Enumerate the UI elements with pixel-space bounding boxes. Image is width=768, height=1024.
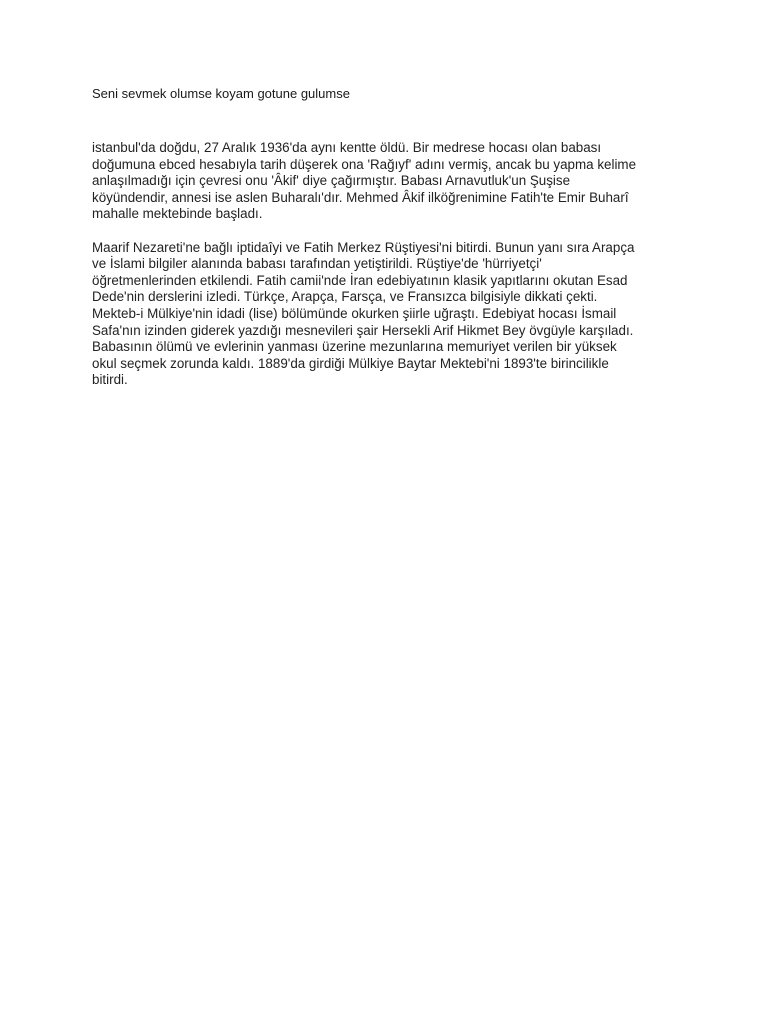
paragraph-1 bbox=[92, 140, 682, 223]
document-body bbox=[92, 140, 682, 406]
text-line: okul seçmek zorunda kaldı. 1889'da girdiği Mülkiye Baytar Mektebi'ni 1893'te birincilikle bbox=[92, 355, 609, 371]
text-line: doğumuna ebced hesabıyla tarih düşerek ona 'Rağıyf' adını vermiş, ancak bu yapma kelime bbox=[92, 156, 637, 172]
text-line: Safa'nın izinden giderek yazdığı mesnevileri şair Hersekli Arif Hikmet Bey övgüyle karşıladı. bbox=[92, 322, 634, 338]
document-title: Seni sevmek olumse koyam gotune gulumse bbox=[92, 86, 350, 101]
text-line: Maarif Nezareti'ne bağlı iptidaîyi ve Fatih Merkez Rüştiyesi'ni bitirdi. Bunun yanı sıra Arapça bbox=[92, 239, 635, 255]
text-line: ve İslami bilgiler alanında babası tarafından yetiştirildi. Rüştiye'de 'hürriyetçi' bbox=[92, 256, 542, 272]
text-line: bitirdi. bbox=[92, 372, 128, 388]
text-line: köyündendir, annesi ise aslen Buharalı'dır. Mehmed Âkif ilköğrenimine Fatih'te Emir Buharî bbox=[92, 189, 629, 205]
text-line: Mekteb-i Mülkiye'nin idadi (lise) bölümünde okurken şiirle uğraştı. Edebiyat hocası İsmail bbox=[92, 305, 617, 321]
paragraph-2 bbox=[92, 240, 682, 389]
text-line: anlaşılmadığı için çevresi onu 'Âkif' diye çağırmıştır. Babası Arnavutluk'un Şuşise bbox=[92, 173, 571, 189]
text-line: istanbul'da doğdu, 27 Aralık 1936'da aynı kentte öldü. Bir medrese hocası olan babası bbox=[92, 140, 602, 155]
text-line: Babasının ölümü ve evlerinin yanması üzerine mezunlarına memuriyet verilen bir yüksek bbox=[92, 339, 617, 355]
text-line: mahalle mektebinde başladı. bbox=[92, 206, 263, 222]
text-line: Dede'nin derslerini izledi. Türkçe, Arapça, Farsça, ve Fransızca bilgisiyle dikkati çekti. bbox=[92, 289, 598, 305]
text-line: öğretmenlerinden etkilendi. Fatih camii'nde İran edebiyatının klasik yapıtlarını okutan Esad bbox=[92, 272, 628, 288]
